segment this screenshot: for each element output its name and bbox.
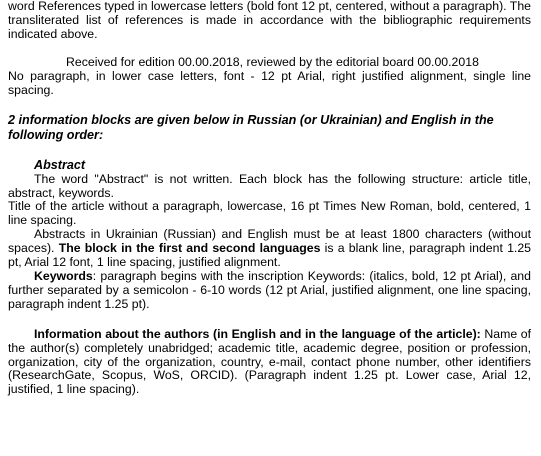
spacer (8, 142, 531, 158)
abstract-p3-text-c: is a blank line, paragraph indent 1.25 pt, Arial 12 font, 1 line spacing, justified alignment. (8, 241, 532, 270)
authors-paragraph (8, 328, 531, 398)
blocks-heading: 2 information blocks are given below in Russian (or Ukrainian) and English in the following order: (8, 113, 494, 142)
authors-text: Name of the author(s) completely unabridged; academic title, academic degree, position or profession, organization, city of the organization, country, e-mail, contact phone number, other identifiers (ResearchGate, Scopus, WoS, ORCID). (Paragraph indent 1.25 pt. Lower case, Arial 12, justified, 1 line spacing). (8, 326, 532, 397)
abstract-title: Abstract (34, 158, 86, 173)
received-note: No paragraph, in lower case letters, font - 12 pt Arial, right justified alignment, single line spacing. (8, 68, 531, 97)
received-line: Received for edition 00.00.2018, reviewed by the editorial board 00.00.2018 (66, 54, 479, 69)
spacer (8, 97, 531, 113)
keywords-text: : paragraph begins with the inscription Keywords: (italics, bold, 12 pt Arial), and further separated by a semicolon - 6-10 words (12 pt Arial, justified alignment, one line spacing, paragraph indent 1.25 pt). (8, 269, 531, 311)
spacer (8, 312, 531, 328)
authors-label: Information about the authors (in English and in the language of the article): (34, 326, 481, 341)
abstract-paragraph-2: Title of the article without a paragraph, lowercase, 16 pt Times New Roman, bold, centered, 1 line spacing. (8, 199, 531, 228)
abstract-p3-bold: The block in the first and second languages (58, 241, 321, 256)
spacer (8, 42, 531, 56)
keywords-paragraph (8, 270, 531, 312)
abstract-paragraph-3 (8, 228, 531, 270)
keywords-label: Keywords (34, 269, 93, 283)
abstract-paragraph-1: The word "Abstract" is not written. Each block has the following structure: article title, abstract, keywords. (8, 171, 531, 200)
references-tail-paragraph: word References typed in lowercase letters (bold font 12 pt, centered, without a paragraph). The transliterated list of references is made in accordance with the bibliographic requirements indicated above. (8, 0, 531, 41)
abstract-p3-text-a: Abstracts in Ukrainian (Russian) and English must be at least 1800 characters (without spaces). (8, 227, 531, 256)
